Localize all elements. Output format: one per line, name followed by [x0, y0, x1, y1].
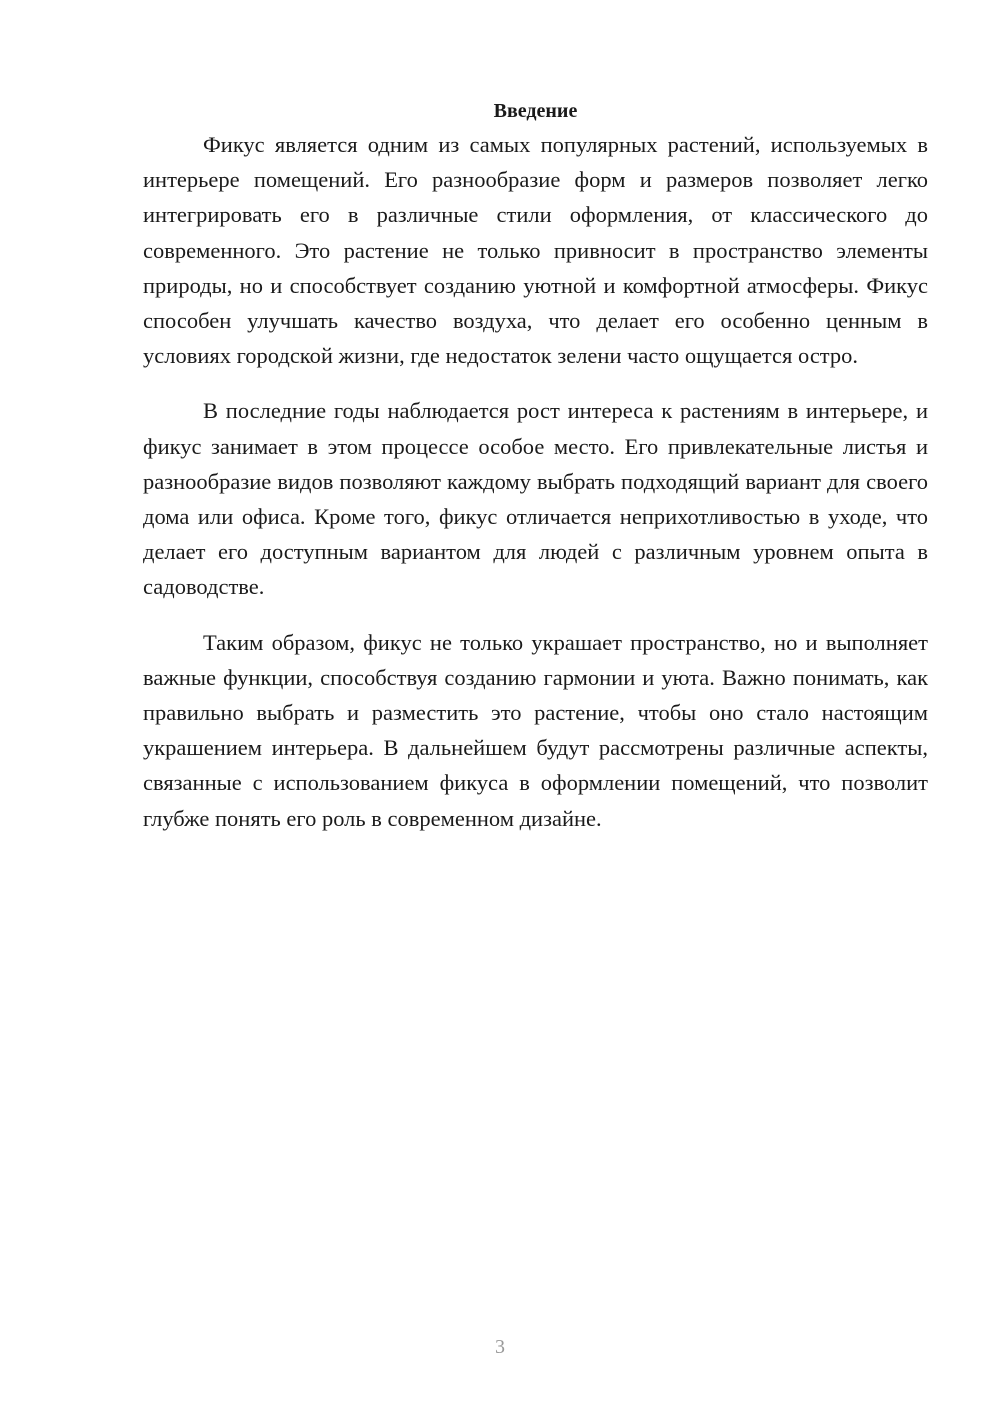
section-title: Введение [493, 100, 578, 122]
page-number: 3 [495, 1336, 505, 1358]
page-content [143, 96, 928, 856]
paragraph-2: В последние годы наблюдается рост интереса к растениям в интерьере, и фикус занимает в этом процессе особое место. Его привлекательные листья и разнообразие видов позволяют каждому выбрать подходящий вариант для своего дома или офиса. Кроме того, фикус отличается неприхотливостью в уходе, что делает его доступным вариантом для людей с различным уровнем опыта в садоводстве. [143, 398, 928, 600]
paragraph-1: Фикус является одним из самых популярных растений, используемых в интерьере помещений. Его разнообразие форм и размеров позволяет легко интегрировать его в различные стили оформления, от классического до современного. Это растение не только привносит в пространство элементы природы, но и способствует созданию уютной и комфортной атмосферы. Фикус способен улучшать качество воздуха, что делает его особенно ценным в условиях городской жизни, где недостаток зелени часто ощущается остро. [143, 132, 928, 369]
paragraph-3: Таким образом, фикус не только украшает пространство, но и выполняет важные функции, способствуя созданию гармонии и уюта. Важно понимать, как правильно выбрать и разместить это растение, чтобы оно стало настоящим украшением интерьера. В дальнейшем будут рассмотрены различные аспекты, связанные с использованием фикуса в оформлении помещений, что позволит глубже понять его роль в современном дизайне. [143, 629, 928, 831]
